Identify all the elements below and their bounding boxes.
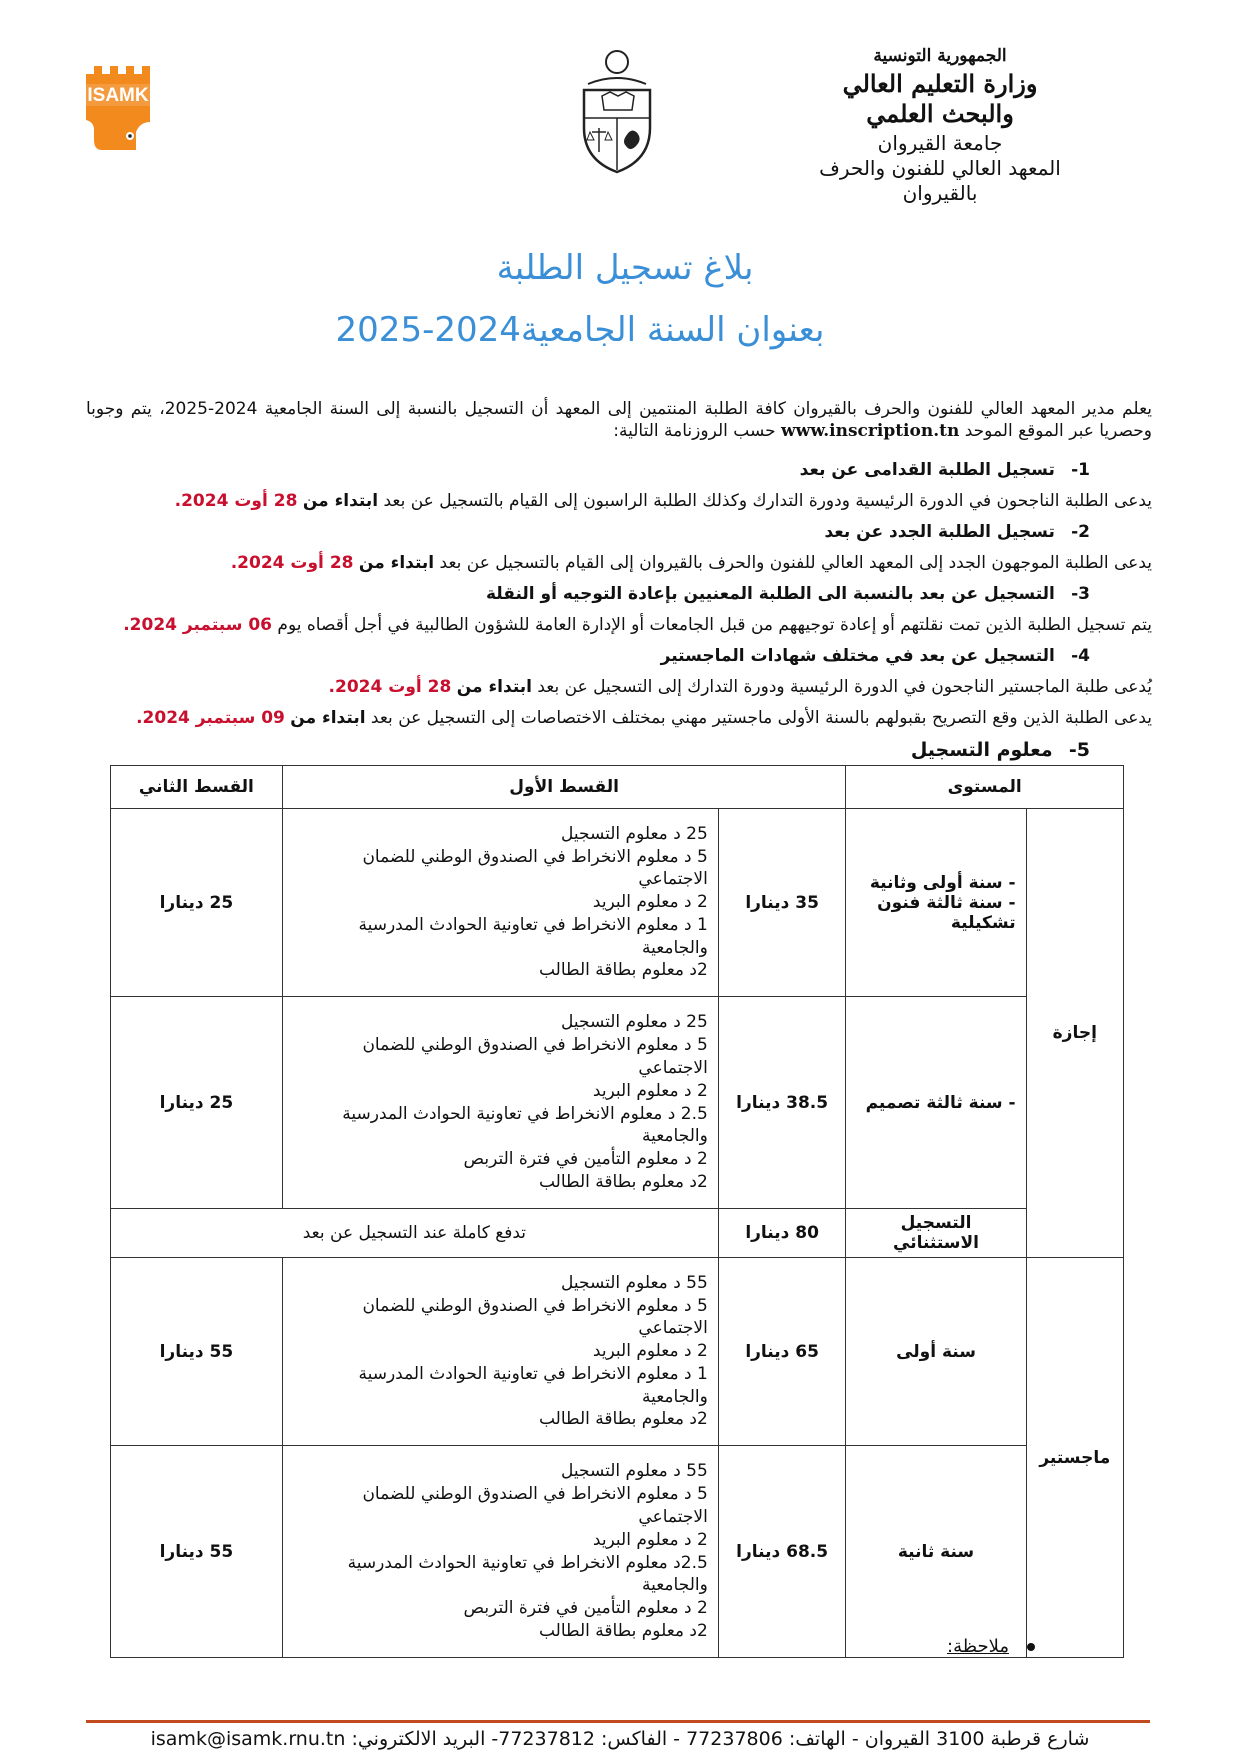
intro-text: يعلم مدير المعهد العالي للفنون والحرف بالقيروان كافة الطلبة المنتمين إلى المعهد أن التسجيل بالنسبة إلى السنة الجامعية 2024-2025، يتم وجوبا وحصريا عبر الموقع الموحد — [86, 399, 1152, 442]
section-body: يدعى الطلبة الذين وقع التصريح بقبولهم بالسنة الأولى ماجستير مهني بمختلف الاختصاصات إلى التسجيل عن بعد — [365, 708, 1152, 728]
start-word: ابتداء من — [358, 553, 435, 573]
section-body: يُدعى طلبة الماجستير الناجحون في الدورة الرئيسية ودورة التدارك إلى التسجيل عن بعد — [531, 677, 1152, 697]
ministry-name-1: وزارة التعليم العالي — [842, 69, 1038, 99]
header-level: المستوى — [846, 766, 1124, 809]
details-cell — [282, 1258, 718, 1446]
header-first-installment: القسط الأول — [282, 766, 846, 809]
exceptional-note-cell: تدفع كاملة عند التسجيل عن بعد — [111, 1209, 719, 1258]
table-row — [111, 1446, 1124, 1658]
fees-table — [110, 765, 1124, 1658]
amount-cell: 38.5 دينارا — [718, 997, 846, 1209]
section-body: يدعى الطلبة الناجحون في الدورة الرئيسية ودورة التدارك وكذلك الطلبة الراسبون إلى القيام بالتسجيل عن بعد — [378, 491, 1152, 511]
detail-line: 55 د معلوم التسجيل — [560, 1461, 708, 1482]
second-installment-cell: 55 دينارا — [111, 1446, 283, 1658]
institution-header — [775, 46, 1105, 206]
level-cell — [846, 809, 1026, 997]
deadline-date: 28 أوت 2024. — [328, 677, 452, 697]
detail-line: 2د معلوم بطاقة الطالب — [538, 1409, 708, 1430]
section-number: 1- — [1071, 460, 1090, 480]
section-title: معلوم التسجيل — [910, 739, 1053, 761]
group-master: ماجستير — [1026, 1258, 1123, 1658]
intro-text-end: حسب الروزنامة التالية: — [613, 421, 782, 442]
section-title: التسجيل عن بعد بالنسبة الى الطلبة المعنيين بإعادة التوجيه أو النقلة — [485, 584, 1055, 604]
detail-line: 1 د معلوم الانخراط في تعاونية الحوادث المدرسية والجامعية — [358, 914, 708, 958]
details-cell — [282, 1446, 718, 1658]
amount-cell: 65 دينارا — [718, 1258, 846, 1446]
second-installment-cell: 25 دينارا — [111, 997, 283, 1209]
group-licence: إجازة — [1026, 809, 1123, 1258]
notice-subtitle: بعنوان السنة الجامعية2024-2025 — [335, 310, 825, 350]
detail-line: 2د معلوم بطاقة الطالب — [538, 1171, 708, 1192]
detail-line: 55 د معلوم التسجيل — [560, 1272, 708, 1293]
ministry-name-2: والبحث العلمي — [866, 99, 1014, 129]
section-3-text — [86, 614, 1152, 636]
section-1-text — [86, 490, 1152, 512]
table-header-row — [111, 766, 1124, 809]
detail-line: 2 د معلوم التأمين في فترة التربص — [463, 1598, 708, 1619]
header-second-installment: القسط الثاني — [111, 766, 283, 809]
details-cell — [282, 997, 718, 1209]
start-word: ابتداء من — [302, 491, 379, 511]
detail-line: 2 د معلوم البريد — [592, 1080, 708, 1101]
section-number: 3- — [1071, 584, 1090, 604]
section-3-heading — [86, 583, 1090, 605]
section-4-text — [86, 676, 1152, 698]
bullet-icon — [1027, 1643, 1035, 1651]
detail-line: 2 د معلوم البريد — [592, 892, 708, 913]
detail-line: 25 د معلوم التسجيل — [560, 823, 708, 844]
republic-name: الجمهورية التونسية — [873, 46, 1007, 66]
logo-text: ISAMK — [87, 85, 149, 106]
deadline-date: 28 أوت 2024. — [230, 553, 354, 573]
detail-line: 2د معلوم بطاقة الطالب — [538, 1620, 708, 1641]
section-1-heading — [86, 459, 1090, 481]
table-row — [111, 1258, 1124, 1446]
details-cell — [282, 809, 718, 997]
notice-title: بلاغ تسجيل الطلبة — [496, 248, 754, 288]
university-name: جامعة القيروان — [877, 131, 1003, 156]
section-2-heading — [86, 521, 1090, 543]
deadline-date: 28 أوت 2024. — [174, 491, 298, 511]
second-installment-cell: 55 دينارا — [111, 1258, 283, 1446]
footer-contact: شارع قرطبة 3100 القيروان - الهاتف: 77237806 - الفاكس: 77237812- البريد الالكتروني: isamk@isamk.rnu.tn — [150, 1728, 1090, 1750]
section-body: يتم تسجيل الطلبة الذين تمت نقلتهم أو إعادة توجيههم من قبل الجامعات أو الإدارة العامة للشؤون الطالبية في أجل أقصاه يوم — [272, 615, 1152, 635]
section-number: 2- — [1071, 522, 1090, 542]
section-title: التسجيل عن بعد في مختلف شهادات الماجستير — [660, 646, 1055, 666]
deadline-date: 06 سبتمبر 2024. — [123, 615, 273, 635]
second-installment-cell: 25 دينارا — [111, 809, 283, 997]
deadline-date: 09 سبتمبر 2024. — [136, 708, 285, 728]
detail-line: 5 د معلوم الانخراط في الصندوق الوطني للضمان الاجتماعي — [362, 1484, 708, 1527]
note-label: ملاحظة: — [947, 1636, 1009, 1657]
institute-city: بالقيروان — [902, 181, 978, 206]
intro-paragraph — [86, 398, 1152, 442]
detail-line: 1 د معلوم الانخراط في تعاونية الحوادث المدرسية والجامعية — [358, 1363, 708, 1407]
level-cell: سنة أولى — [846, 1258, 1026, 1446]
level-cell: التسجيل الاستثنائي — [846, 1209, 1026, 1258]
amount-cell: 35 دينارا — [718, 809, 846, 997]
detail-line: 2.5د معلوم الانخراط في تعاونية الحوادث المدرسية والجامعية — [347, 1552, 708, 1596]
start-word: ابتداء من — [290, 708, 366, 728]
table-row — [111, 809, 1124, 997]
level-label: - سنة ثالثة فنون تشكيلية — [877, 892, 1016, 933]
section-4-heading — [86, 645, 1090, 667]
table-row — [111, 997, 1124, 1209]
level-cell: سنة ثانية — [846, 1446, 1026, 1658]
detail-line: 5 د معلوم الانخراط في الصندوق الوطني للضمان الاجتماعي — [362, 1295, 708, 1339]
detail-line: 2 د معلوم البريد — [592, 1341, 708, 1362]
institute-name: المعهد العالي للفنون والحرف — [819, 156, 1061, 181]
detail-line: 5 د معلوم الانخراط في الصندوق الوطني للضمان الاجتماعي — [362, 1035, 708, 1078]
section-title: تسجيل الطلبة القدامى عن بعد — [799, 460, 1055, 480]
detail-line: 25 د معلوم التسجيل — [560, 1012, 708, 1033]
section-number: 4- — [1071, 646, 1090, 666]
detail-line: 5 د معلوم الانخراط في الصندوق الوطني للضمان الاجتماعي — [362, 846, 708, 890]
section-number: 5- — [1068, 739, 1090, 761]
inscription-link[interactable]: www.inscription.tn — [781, 421, 960, 442]
amount-cell: 68.5 دينارا — [718, 1446, 846, 1658]
detail-line: 2.5 د معلوم الانخراط في تعاونية الحوادث المدرسية والجامعية — [342, 1103, 708, 1147]
level-label: - سنة أولى وثانية — [869, 872, 1016, 893]
footer-divider — [86, 1720, 1150, 1723]
detail-line: 2د معلوم بطاقة الطالب — [538, 960, 708, 981]
note — [947, 1636, 1035, 1657]
section-4-text-2 — [86, 707, 1152, 729]
section-2-text — [86, 552, 1152, 574]
detail-line: 2 د معلوم البريد — [592, 1529, 708, 1550]
isamk-logo — [86, 66, 150, 158]
amount-cell: 80 دينارا — [718, 1209, 846, 1258]
section-body: يدعى الطلبة الموجهون الجدد إلى المعهد العالي للفنون والحرف بالقيروان إلى القيام بالتسجيل عن بعد — [434, 553, 1152, 573]
start-word: ابتداء من — [456, 677, 532, 697]
section-title: تسجيل الطلبة الجدد عن بعد — [824, 522, 1055, 542]
table-row — [111, 1209, 1124, 1258]
section-5-heading — [86, 738, 1090, 763]
level-cell: - سنة ثالثة تصميم — [846, 997, 1026, 1209]
detail-line: 2 د معلوم التأمين في فترة التربص — [463, 1149, 708, 1170]
tunisia-emblem-icon — [572, 48, 662, 176]
